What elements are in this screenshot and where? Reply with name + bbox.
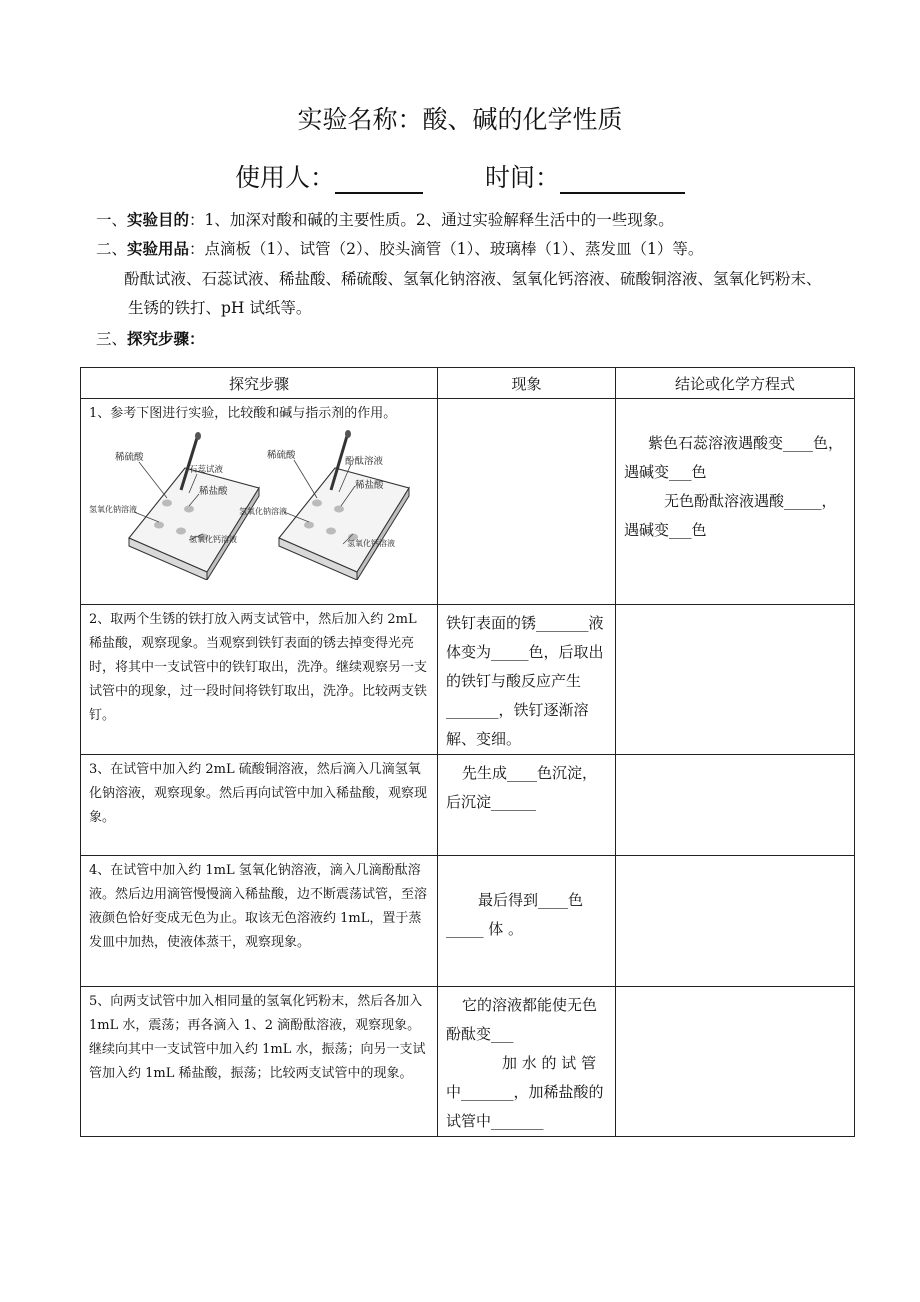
section-purpose-text: ：1、加深对酸和碱的主要性质。2、通过实验解释生活中的一些现象。	[189, 211, 674, 229]
step-text-1: 1、参考下图进行实验，比较酸和碱与指示剂的作用。	[89, 406, 397, 421]
section-purpose-heading: 实验目的	[127, 210, 190, 229]
label-dilute-sulfuric-left: 稀硫酸	[115, 452, 144, 463]
section-steps-heading: 探究步骤：	[127, 329, 205, 348]
conclusion-cell-3	[616, 755, 855, 856]
experiment-table	[80, 367, 855, 1137]
conclusion-phenolphthalein: 无色酚酞溶液遇酸_____，遇碱变___色	[624, 492, 837, 539]
step-cell-4: 4、在试管中加入约 1mL 氢氧化钠溶液，滴入几滴酚酞溶液。然后边用滴管慢慢滴入稀盐酸，边不断震荡试管，至溶液颜色恰好变成无色为止。取该无色溶液约 1mL，置于蒸发皿中加热，使液体蒸干，观察现象。	[81, 856, 438, 987]
conclusion-litmus: 紫色石蕊溶液遇酸变____色，遇碱变___色	[624, 434, 844, 481]
step-cell-3: 3、在试管中加入约 2mL 硫酸铜溶液，然后滴入几滴氢氧化钠溶液，观察现象。然后再向试管中加入稀盐酸，观察现象。	[81, 755, 438, 856]
time-label: 时间：	[484, 163, 560, 192]
conclusion-cell-2	[616, 605, 855, 755]
left-spot-plate	[89, 432, 259, 580]
user-time-line	[0, 158, 920, 194]
observation-cell-1	[438, 399, 616, 605]
observation-4-line2: _____ 体 。	[446, 920, 524, 938]
label-naoh-left: 氢氧化钠溶液	[89, 505, 137, 514]
observation-cell-3: 先生成____色沉淀，后沉淀______	[438, 755, 616, 856]
step-cell-5: 5、向两支试管中加入相同量的氢氧化钙粉末，然后各加入 1mL 水，震荡；再各滴入 1、2 滴酚酞溶液，观察现象。继续向其中一支试管中加入约 1mL 水，振荡；向另一支试管加入约 1mL 稀盐酸，振荡；比较两支试管中的现象。	[81, 987, 438, 1137]
user-blank[interactable]	[335, 164, 423, 194]
section-materials-line3: 生锈的铁打、pH 试纸等。	[128, 299, 312, 317]
label-dilute-hcl-right: 稀盐酸	[355, 480, 384, 491]
section-materials-heading: 实验用品	[127, 239, 190, 258]
time-blank[interactable]	[560, 164, 685, 194]
conclusion-cell-4	[616, 856, 855, 987]
user-label: 使用人：	[235, 163, 336, 192]
label-dilute-sulfuric-right: 稀硫酸	[267, 450, 296, 461]
observation-5-line1: 它的溶液都能使无色酚酞变___	[446, 996, 598, 1043]
section-materials: 二、实验用品：点滴板（1）、试管（2）、胶头滴管（1）、玻璃棒（1）、蒸发皿（1）等。	[96, 239, 704, 258]
label-caoh2-left: 氢氧化钙溶液	[189, 535, 237, 544]
table-row	[81, 605, 855, 755]
section-materials-line2: 酚酞试液、石蕊试液、稀盐酸、稀硫酸、氢氧化钠溶液、氢氧化钙溶液、硫酸铜溶液、氢氧化钙粉末、	[124, 270, 822, 288]
spot-plate-diagram	[89, 430, 424, 580]
observation-cell-4	[438, 856, 616, 987]
label-dilute-hcl-left: 稀盐酸	[199, 486, 228, 497]
label-phenolphthalein: 酚酞溶液	[345, 456, 384, 467]
label-caoh2-right: 氢氧化钙溶液	[347, 539, 395, 548]
header-conclusion: 结论或化学方程式	[616, 368, 855, 399]
page-title: 实验名称：酸、碱的化学性质	[297, 105, 623, 134]
header-steps: 探究步骤	[81, 368, 438, 399]
right-spot-plate	[239, 430, 409, 580]
observation-cell-2: 铁钉表面的锈_______液体变为_____色，后取出的铁钉与酸反应产生_______，铁钉逐渐溶解、变细。	[438, 605, 616, 755]
table-header-row	[81, 368, 855, 399]
section-steps: 三、探究步骤：	[96, 329, 205, 348]
table-row	[81, 399, 855, 605]
table-row	[81, 755, 855, 856]
table-row	[81, 987, 855, 1137]
observation-5-line2: 加 水 的 试 管中_______，加稀盐酸的试管中_______	[446, 1054, 604, 1130]
conclusion-cell-5	[616, 987, 855, 1137]
label-naoh-right: 氢氧化钠溶液	[239, 507, 287, 516]
observation-cell-5	[438, 987, 616, 1137]
conclusion-cell-1	[616, 399, 855, 605]
label-litmus: 石蕊试液	[189, 465, 224, 475]
section-purpose: 一、实验目的：1、加深对酸和碱的主要性质。2、通过实验解释生活中的一些现象。	[96, 210, 674, 229]
header-observation: 现象	[438, 368, 616, 399]
step-cell-1	[81, 399, 438, 605]
table-row	[81, 856, 855, 987]
observation-4-line1: 最后得到____色	[478, 891, 584, 909]
section-materials-text: ：点滴板（1）、试管（2）、胶头滴管（1）、玻璃棒（1）、蒸发皿（1）等。	[189, 240, 704, 258]
step-cell-2: 2、取两个生锈的铁打放入两支试管中，然后加入约 2mL 稀盐酸，观察现象。当观察到铁钉表面的锈去掉变得光亮时，将其中一支试管中的铁钉取出，洗净。继续观察另一支试管中的现象，过一段时间将铁钉取出，洗净。比较两支铁钉。	[81, 605, 438, 755]
